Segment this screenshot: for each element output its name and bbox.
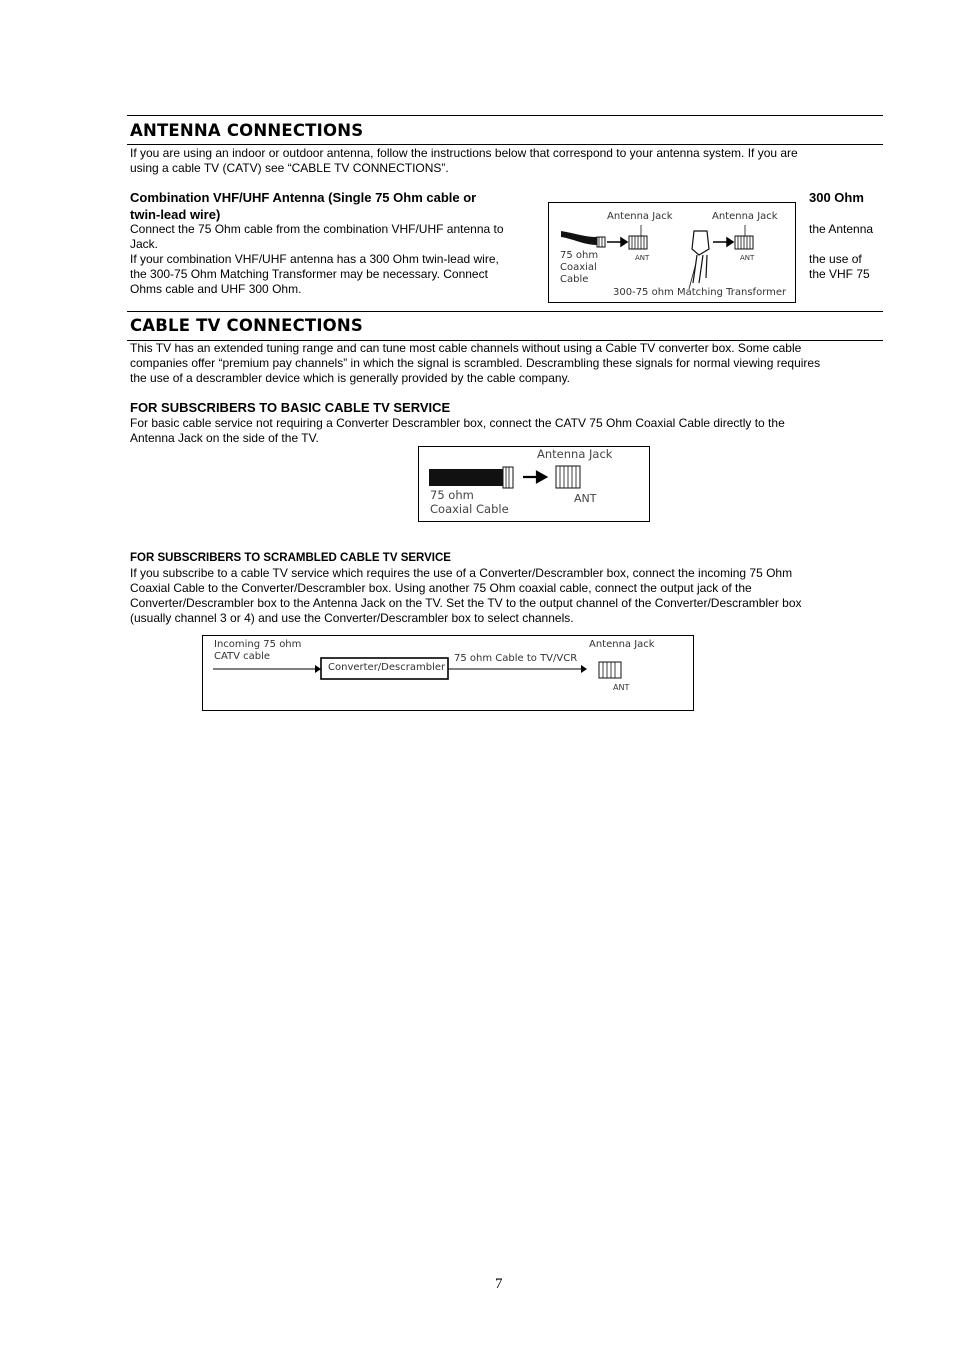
antenna-title-rule bbox=[127, 144, 883, 145]
ant-label-2: ANT bbox=[740, 254, 755, 262]
combo-antenna-heading bbox=[130, 189, 476, 223]
cable-top-rule bbox=[127, 311, 883, 312]
arrow-shape bbox=[607, 238, 627, 246]
text-line: the use of a descrambler device which is generally provided by the cable company. bbox=[130, 371, 571, 385]
text-line: Combination VHF/UHF Antenna (Single 75 Ohm cable or bbox=[130, 190, 477, 205]
antenna-section-title: ANTENNA CONNECTIONS bbox=[130, 121, 364, 140]
antenna-jack-label-1: Antenna Jack bbox=[607, 211, 673, 222]
text-line: For basic cable service not requiring a Converter Descrambler box, connect the CATV 75 Ohm Coaxial Cable directly to the bbox=[130, 416, 785, 430]
text-line: Connect the 75 Ohm cable from the combination VHF/UHF antenna to bbox=[130, 222, 504, 236]
antenna-connection-figure bbox=[548, 202, 796, 303]
text-line: Coaxial Cable bbox=[430, 502, 509, 516]
transformer-body-shape bbox=[692, 231, 709, 255]
top-rule bbox=[127, 115, 883, 116]
text-line: CATV cable bbox=[214, 651, 271, 662]
text-line: twin-lead wire) bbox=[130, 207, 221, 222]
text-line: Incoming 75 ohm bbox=[214, 639, 302, 650]
basic-cable-body bbox=[130, 416, 785, 446]
text-line: Cable bbox=[560, 274, 589, 285]
antenna-intro bbox=[130, 146, 798, 176]
text-line: If your combination VHF/UHF antenna has a 300 Ohm twin-lead wire, bbox=[130, 252, 499, 266]
text-line: Jack. bbox=[130, 237, 159, 251]
arrow-head-shape bbox=[581, 665, 587, 673]
text-line: 75 ohm bbox=[560, 250, 599, 261]
transformer-label: 300-75 ohm Matching Transformer bbox=[613, 287, 787, 298]
antenna-jack-shape bbox=[599, 662, 621, 678]
incoming-cable-label bbox=[214, 639, 301, 663]
text-line: Antenna Jack on the side of the TV. bbox=[130, 431, 319, 445]
cable-section-title: CABLE TV CONNECTIONS bbox=[130, 316, 364, 335]
text-line: Converter/Descrambler box to the Antenna Jack on the TV. Set the TV to the output channel of the Converter/Descrambler box bbox=[130, 596, 802, 610]
text-line: If you subscribe to a cable TV service which requires the use of a Converter/Descrambler box, connect the incoming 75 Ohm bbox=[130, 566, 793, 580]
basic-cable-heading: FOR SUBSCRIBERS TO BASIC CABLE TV SERVICE bbox=[130, 400, 451, 415]
scrambled-cable-heading: FOR SUBSCRIBERS TO SCRAMBLED CABLE TV SERVICE bbox=[130, 552, 451, 564]
coax-connector-shape bbox=[503, 467, 513, 488]
scrambled-cable-figure bbox=[202, 635, 694, 711]
right-fragment-1: the Antenna bbox=[809, 222, 874, 236]
coax-connector-shape bbox=[597, 237, 605, 247]
scrambled-ant-label: ANT bbox=[613, 683, 630, 692]
scrambled-jack-label: Antenna Jack bbox=[589, 639, 655, 650]
coax-cable-shape bbox=[429, 469, 503, 486]
combo-heading-right: 300 Ohm bbox=[809, 190, 864, 205]
output-cable-label: 75 ohm Cable to TV/VCR bbox=[454, 653, 578, 664]
text-line: Coaxial Cable to the Converter/Descrambler box. Using another 75 Ohm coaxial cable, connect the output jack of the bbox=[130, 581, 752, 595]
page-number: 7 bbox=[495, 1276, 503, 1292]
ant-label-1: ANT bbox=[635, 254, 650, 262]
text-line: Ohms cable and UHF 300 Ohm. bbox=[130, 282, 302, 296]
antenna-jack-label-2: Antenna Jack bbox=[712, 211, 778, 222]
basic-cable-figure bbox=[418, 446, 650, 522]
basic-jack-label: Antenna Jack bbox=[537, 447, 613, 461]
arrow-shape bbox=[713, 238, 733, 246]
text-line: the 300-75 Ohm Matching Transformer may be necessary. Connect bbox=[130, 267, 488, 281]
right-fragment-2: the use of bbox=[809, 252, 862, 266]
converter-box-label: Converter/Descrambler bbox=[328, 662, 446, 673]
text-line: (usually channel 3 or 4) and use the Converter/Descrambler box to select channels. bbox=[130, 611, 574, 625]
leader-line bbox=[689, 263, 696, 289]
coax-cable-shape bbox=[561, 231, 597, 245]
text-line: Coaxial bbox=[560, 262, 597, 273]
scrambled-cable-body bbox=[130, 566, 802, 626]
text-line: If you are using an indoor or outdoor antenna, follow the instructions below that correspond to your antenna system. If you are bbox=[130, 146, 798, 160]
basic-ant-label: ANT bbox=[574, 492, 597, 505]
coax-cable-label bbox=[560, 250, 598, 286]
basic-cable-label bbox=[430, 488, 509, 516]
right-fragment-3: the VHF 75 bbox=[809, 267, 870, 281]
text-line: 75 ohm bbox=[430, 488, 474, 502]
text-line: using a cable TV (CATV) see “CABLE TV CONNECTIONS”. bbox=[130, 161, 449, 175]
text-line: companies offer “premium pay channels” in which the signal is scrambled. Descrambling these signals for normal viewing requires bbox=[130, 356, 821, 370]
cable-intro bbox=[130, 341, 820, 386]
text-line: This TV has an extended tuning range and can tune most cable channels without using a Cable TV converter box. Some cable bbox=[130, 341, 802, 355]
arrow-head-shape bbox=[315, 665, 321, 673]
arrow-shape bbox=[523, 472, 546, 482]
combo-antenna-body bbox=[130, 222, 504, 297]
